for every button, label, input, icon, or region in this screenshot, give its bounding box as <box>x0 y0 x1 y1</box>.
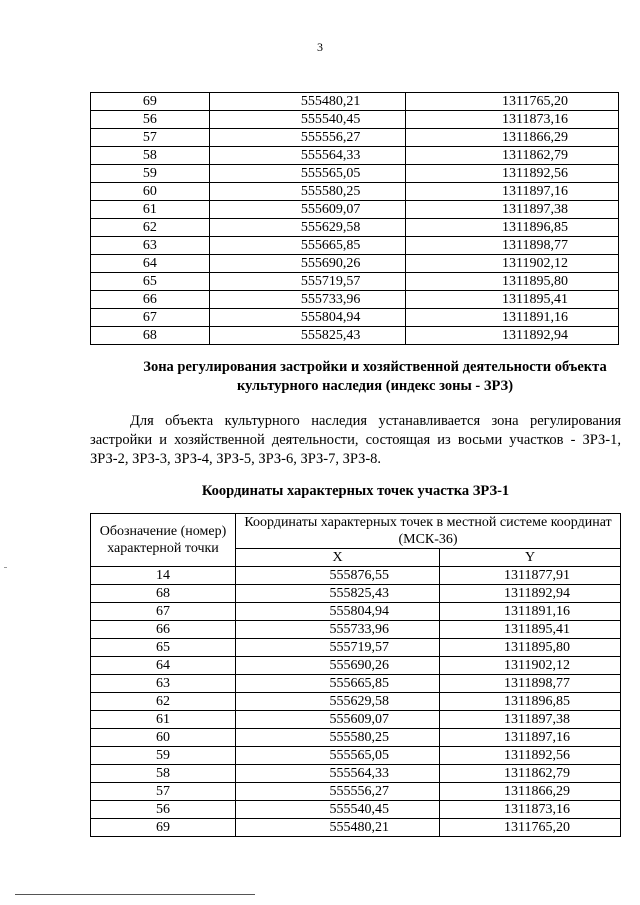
table-row <box>91 657 621 675</box>
point-number: 56 <box>91 801 236 819</box>
y-coordinate: 1311897,38 <box>440 711 621 729</box>
y-coordinate: 1311862,79 <box>440 765 621 783</box>
table-row <box>91 783 621 801</box>
point-number: 68 <box>91 585 236 603</box>
x-coordinate: 555564,33 <box>236 765 440 783</box>
point-number: 57 <box>91 129 210 147</box>
y-coordinate: 1311902,12 <box>406 255 619 273</box>
x-coordinate: 555565,05 <box>209 165 406 183</box>
page-number: 3 <box>317 40 323 54</box>
y-coordinate: 1311902,12 <box>440 657 621 675</box>
y-coordinate: 1311892,56 <box>440 747 621 765</box>
point-number: 60 <box>91 183 210 201</box>
zone-description: Для объекта культурного наследия устанавливается зона регулирования застройки и хозяйственной деятельности, состоящая из восьми участков - ЗРЗ-1, ЗРЗ-2, ЗРЗ-3, ЗРЗ-4, ЗРЗ-5, ЗРЗ-6, ЗРЗ-7, ЗРЗ-8. <box>90 413 621 467</box>
point-number: 58 <box>91 147 210 165</box>
header-coordinates: Координаты характерных точек в местной системе координат (МСК-36) <box>236 514 621 549</box>
table-row <box>91 729 621 747</box>
y-coordinate: 1311765,20 <box>440 819 621 837</box>
table-row <box>91 255 619 273</box>
table-row <box>91 201 619 219</box>
table-row <box>91 765 621 783</box>
y-coordinate: 1311765,20 <box>406 93 619 111</box>
table-row <box>91 291 619 309</box>
footer-line <box>15 894 255 895</box>
x-coordinate: 555580,25 <box>209 183 406 201</box>
point-number: 14 <box>91 567 236 585</box>
y-coordinate: 1311892,56 <box>406 165 619 183</box>
x-coordinate: 555690,26 <box>209 255 406 273</box>
point-number: 60 <box>91 729 236 747</box>
table-row <box>91 273 619 291</box>
x-coordinate: 555665,85 <box>209 237 406 255</box>
x-coordinate: 555609,07 <box>236 711 440 729</box>
table-row <box>91 129 619 147</box>
point-number: 67 <box>91 603 236 621</box>
table-row <box>91 585 621 603</box>
point-number: 62 <box>91 219 210 237</box>
section-title: Координаты характерных точек участка ЗРЗ-1 <box>201 483 510 499</box>
point-number: 56 <box>91 111 210 129</box>
table-row <box>91 309 619 327</box>
table-row <box>91 327 619 345</box>
x-coordinate: 555556,27 <box>209 129 406 147</box>
y-coordinate: 1311897,38 <box>406 201 619 219</box>
table-row <box>91 237 619 255</box>
x-coordinate: 555629,58 <box>236 693 440 711</box>
point-number: 62 <box>91 693 236 711</box>
table-row <box>91 603 621 621</box>
y-coordinate: 1311862,79 <box>406 147 619 165</box>
y-coordinate: 1311895,80 <box>406 273 619 291</box>
table2-header-row <box>91 514 621 549</box>
point-number: 69 <box>91 93 210 111</box>
table-row <box>91 801 621 819</box>
point-number: 61 <box>91 711 236 729</box>
point-number: 64 <box>91 657 236 675</box>
y-coordinate: 1311892,94 <box>440 585 621 603</box>
x-coordinate: 555733,96 <box>209 291 406 309</box>
point-number: 63 <box>91 237 210 255</box>
point-number: 59 <box>91 747 236 765</box>
point-number: 58 <box>91 765 236 783</box>
point-number: 65 <box>91 639 236 657</box>
x-coordinate: 555609,07 <box>209 201 406 219</box>
x-coordinate: 555690,26 <box>236 657 440 675</box>
x-coordinate: 555825,43 <box>209 327 406 345</box>
table-row <box>91 747 621 765</box>
x-coordinate: 555580,25 <box>236 729 440 747</box>
y-coordinate: 1311873,16 <box>440 801 621 819</box>
header-point-number: Обозначение (номер) характерной точки <box>91 514 236 567</box>
header-y: Y <box>440 549 621 567</box>
table-row <box>91 675 621 693</box>
header-x: X <box>236 549 440 567</box>
y-coordinate: 1311877,91 <box>440 567 621 585</box>
y-coordinate: 1311897,16 <box>440 729 621 747</box>
y-coordinate: 1311873,16 <box>406 111 619 129</box>
point-number: 61 <box>91 201 210 219</box>
x-coordinate: 555733,96 <box>236 621 440 639</box>
table-row <box>91 621 621 639</box>
x-coordinate: 555719,57 <box>236 639 440 657</box>
point-number: 66 <box>91 621 236 639</box>
point-number: 59 <box>91 165 210 183</box>
table-row <box>91 111 619 129</box>
zrz1-coordinates-table <box>90 513 621 837</box>
zone-title-line1: Зона регулирования застройки и хозяйственной деятельности объекта <box>143 359 607 375</box>
x-coordinate: 555480,21 <box>236 819 440 837</box>
y-coordinate: 1311866,29 <box>440 783 621 801</box>
y-coordinate: 1311866,29 <box>406 129 619 147</box>
x-coordinate: 555629,58 <box>209 219 406 237</box>
x-coordinate: 555876,55 <box>236 567 440 585</box>
y-coordinate: 1311892,94 <box>406 327 619 345</box>
point-number: 68 <box>91 327 210 345</box>
x-coordinate: 555665,85 <box>236 675 440 693</box>
y-coordinate: 1311891,16 <box>406 309 619 327</box>
table-row <box>91 93 619 111</box>
table-row <box>91 147 619 165</box>
x-coordinate: 555540,45 <box>209 111 406 129</box>
table-row <box>91 165 619 183</box>
y-coordinate: 1311895,80 <box>440 639 621 657</box>
y-coordinate: 1311898,77 <box>440 675 621 693</box>
x-coordinate: 555719,57 <box>209 273 406 291</box>
point-number: 66 <box>91 291 210 309</box>
point-number: 64 <box>91 255 210 273</box>
table-row <box>91 567 621 585</box>
table-row <box>91 693 621 711</box>
margin-mark <box>4 567 7 568</box>
table-row <box>91 639 621 657</box>
table-row <box>91 711 621 729</box>
point-number: 63 <box>91 675 236 693</box>
x-coordinate: 555540,45 <box>236 801 440 819</box>
point-number: 57 <box>91 783 236 801</box>
coordinates-table-continued <box>90 92 619 345</box>
x-coordinate: 555565,05 <box>236 747 440 765</box>
table2-header <box>91 514 621 567</box>
table2-body <box>91 567 621 837</box>
x-coordinate: 555480,21 <box>209 93 406 111</box>
y-coordinate: 1311891,16 <box>440 603 621 621</box>
x-coordinate: 555825,43 <box>236 585 440 603</box>
zone-title <box>120 358 630 396</box>
x-coordinate: 555564,33 <box>209 147 406 165</box>
y-coordinate: 1311896,85 <box>440 693 621 711</box>
y-coordinate: 1311896,85 <box>406 219 619 237</box>
x-coordinate: 555804,94 <box>209 309 406 327</box>
table-row <box>91 219 619 237</box>
y-coordinate: 1311897,16 <box>406 183 619 201</box>
point-number: 65 <box>91 273 210 291</box>
table-row <box>91 819 621 837</box>
zone-title-line2: культурного наследия (индекс зоны - ЗРЗ) <box>236 378 514 394</box>
x-coordinate: 555804,94 <box>236 603 440 621</box>
point-number: 67 <box>91 309 210 327</box>
point-number: 69 <box>91 819 236 837</box>
table-row <box>91 183 619 201</box>
y-coordinate: 1311895,41 <box>440 621 621 639</box>
y-coordinate: 1311898,77 <box>406 237 619 255</box>
y-coordinate: 1311895,41 <box>406 291 619 309</box>
x-coordinate: 555556,27 <box>236 783 440 801</box>
table1-body <box>91 93 619 345</box>
